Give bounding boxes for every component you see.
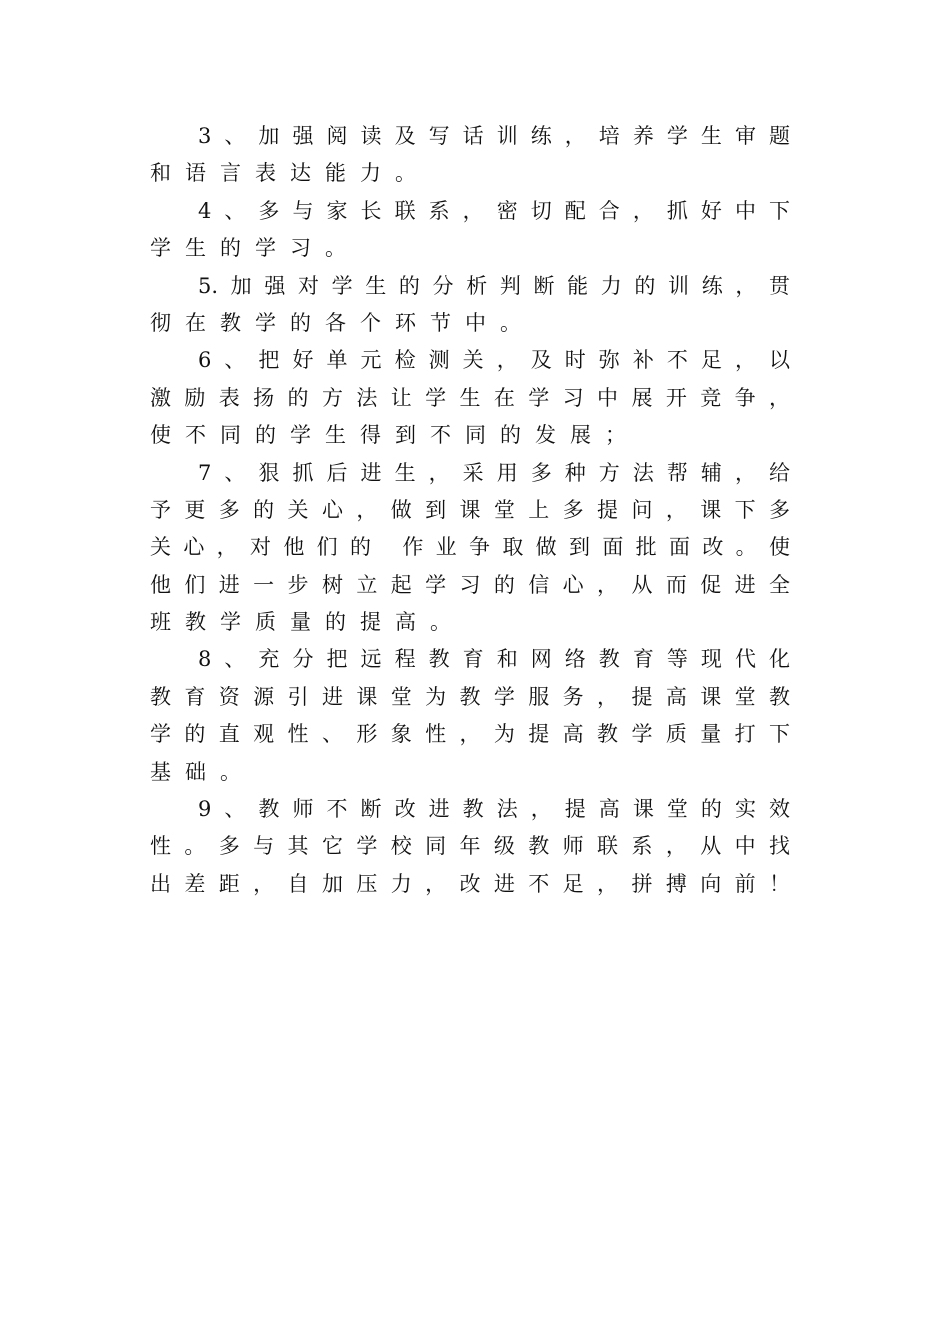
- text-line: 予更多的关心，做到课堂上多提问，课下多: [150, 497, 790, 522]
- text-line: 8、充分把远程教育和网络教育等现代化: [198, 647, 790, 672]
- text-line: 6、把好单元检测关，及时弥补不足，以: [198, 348, 790, 373]
- text-line: 4、多与家长联系，密切配合，抓好中下: [198, 198, 790, 223]
- text-line: 激励表扬的方法让学生在学习中展开竞争，: [150, 385, 790, 410]
- text-line: 彻在教学的各个环节中。: [150, 310, 535, 335]
- text-line: 和语言表达能力。: [150, 161, 430, 186]
- text-line: 5.加强对学生的分析判断能力的训练，贯: [198, 273, 790, 298]
- text-line: 基础。: [150, 759, 255, 784]
- text-line: 关心，对他们的 作业争取做到面批面改。使: [150, 535, 790, 560]
- text-line: 学生的学习。: [150, 236, 360, 261]
- text-line: 使不同的学生得到不同的发展；: [150, 423, 640, 448]
- text-line: 性。多与其它学校同年级教师联系，从中找: [150, 834, 790, 859]
- text-line: 出差距，自加压力，改进不足，拼搏向前！: [150, 871, 790, 896]
- text-line: 班教学质量的提高。: [150, 610, 465, 635]
- text-line: 教育资源引进课堂为教学服务，提高课堂教: [150, 684, 790, 709]
- text-line: 3、加强阅读及写话训练，培养学生审题: [198, 124, 790, 148]
- text-line: 9、教师不断改进教法，提高课堂的实效: [198, 797, 790, 822]
- document-body: [150, 118, 790, 903]
- text-line: 7、狠抓后进生，采用多种方法帮辅，给: [198, 460, 790, 485]
- text-line: 他们进一步树立起学习的信心，从而促进全: [150, 572, 790, 597]
- text-line: 学的直观性、形象性，为提高教学质量打下: [150, 722, 790, 747]
